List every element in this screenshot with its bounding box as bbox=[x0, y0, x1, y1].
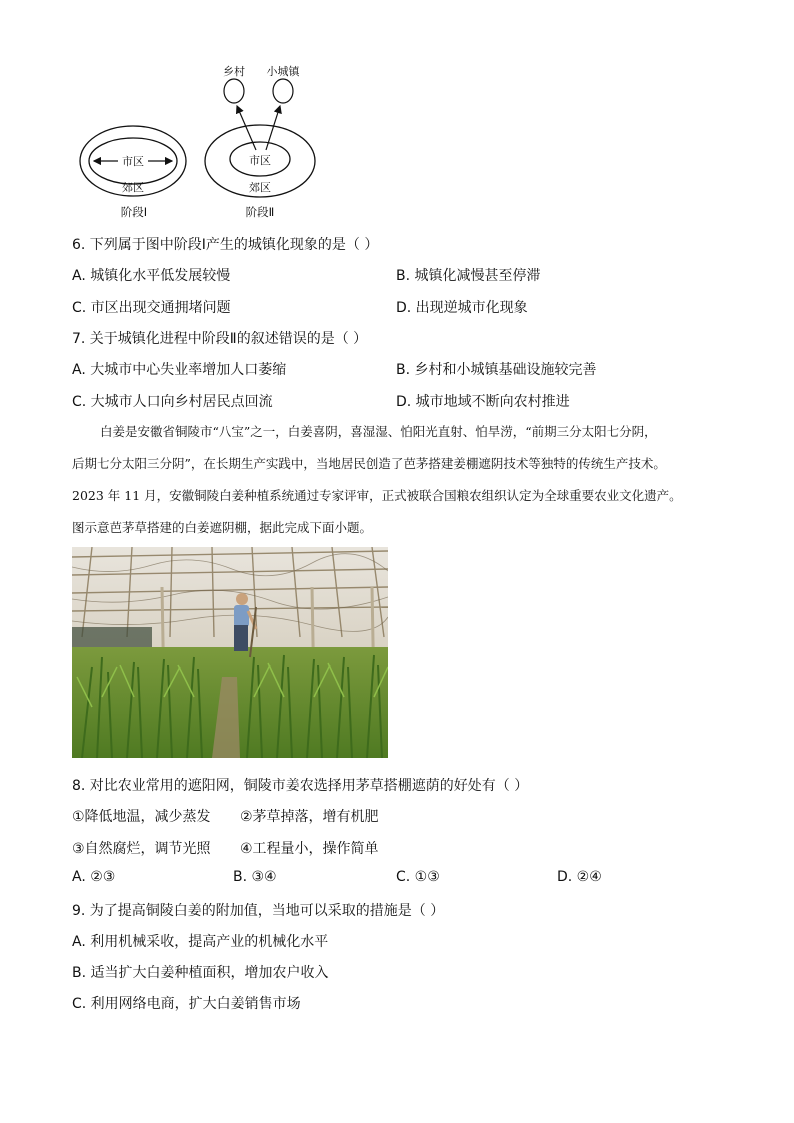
urbanization-stage-diagram bbox=[76, 58, 326, 226]
stage1-caption: 阶段Ⅰ bbox=[120, 205, 148, 219]
village-ellipse bbox=[224, 79, 244, 103]
question-6-option-b: B. 城镇化减慢甚至停滞 bbox=[396, 268, 541, 284]
question-7-option-a: A. 大城市中心失业率增加人口萎缩 bbox=[72, 362, 287, 378]
stage2-suburb-label: 郊区 bbox=[249, 181, 271, 194]
question-9-stem: 9. 为了提高铜陵白姜的附加值，当地可以采取的措施是（ ） bbox=[72, 903, 445, 919]
question-7-option-d: D. 城市地域不断向农村推进 bbox=[396, 394, 570, 410]
question-8-item-3: ③自然腐烂，调节光照 bbox=[72, 841, 211, 857]
passage-line-4: 图示意芭茅草搭建的白姜遮阴棚，据此完成下面小题。 bbox=[72, 520, 373, 535]
question-6-stem: 6. 下列属于图中阶段Ⅰ产生的城镇化现象的是（ ） bbox=[72, 237, 379, 253]
question-7-option-b: B. 乡村和小城镇基础设施较完善 bbox=[396, 362, 597, 378]
question-9-option-c: C. 利用网络电商，扩大白姜销售市场 bbox=[72, 996, 301, 1012]
question-6-option-a: A. 城镇化水平低发展较慢 bbox=[72, 268, 231, 284]
passage-line-2: 后期七分太阳三分阴”，在长期生产实践中，当地居民创造了芭茅搭建姜棚遮阴技术等独特的传统生产技术。 bbox=[72, 456, 666, 471]
passage-line-3: 2023 年 11 月，安徽铜陵白姜种植系统通过专家评审，正式被联合国粮农组织认定为全球重要农业文化遗产。 bbox=[72, 488, 682, 503]
small-town-ellipse bbox=[273, 79, 293, 103]
question-6-option-d: D. 出现逆城市化现象 bbox=[396, 300, 528, 316]
ginger-shade-shed-photo bbox=[72, 547, 388, 758]
question-6-option-c: C. 市区出现交通拥堵问题 bbox=[72, 300, 231, 316]
stage1-suburb-label: 郊区 bbox=[122, 181, 144, 194]
village-label: 乡村 bbox=[223, 65, 245, 78]
question-9-option-b: B. 适当扩大白姜种植面积，增加农户收入 bbox=[72, 965, 329, 981]
question-7-stem: 7. 关于城镇化进程中阶段Ⅱ的叙述错误的是（ ） bbox=[72, 331, 368, 347]
question-8-item-4: ④工程量小，操作简单 bbox=[240, 841, 379, 857]
question-7-option-c: C. 大城市人口向乡村居民点回流 bbox=[72, 394, 273, 410]
question-8-item-1: ①降低地温，减少蒸发 bbox=[72, 809, 211, 825]
stage1-urban-label: 市区 bbox=[122, 155, 144, 168]
photo-illustration bbox=[72, 547, 388, 758]
question-8-option-b: B. ③④ bbox=[233, 869, 277, 885]
question-8-stem: 8. 对比农业常用的遮阳网，铜陵市姜农选择用茅草搭棚遮荫的好处有（ ） bbox=[72, 778, 529, 794]
question-9-option-a: A. 利用机械采收，提高产业的机械化水平 bbox=[72, 934, 329, 950]
passage-line-1: 白姜是安徽省铜陵市“八宝”之一，白姜喜阴，喜湿湿、怕阳光直射、怕旱涝，“前期三分太阳七分阴， bbox=[100, 424, 657, 439]
question-8-option-d: D. ②④ bbox=[557, 869, 602, 885]
question-8-option-c: C. ①③ bbox=[396, 869, 440, 885]
question-8-item-2: ②茅草掉落，增有机肥 bbox=[240, 809, 379, 825]
stage2-caption: 阶段Ⅱ bbox=[245, 205, 275, 219]
stage2-urban-label: 市区 bbox=[249, 154, 271, 167]
question-8-option-a: A. ②③ bbox=[72, 869, 116, 885]
small-town-label: 小城镇 bbox=[266, 65, 300, 78]
reading-passage bbox=[72, 416, 752, 544]
